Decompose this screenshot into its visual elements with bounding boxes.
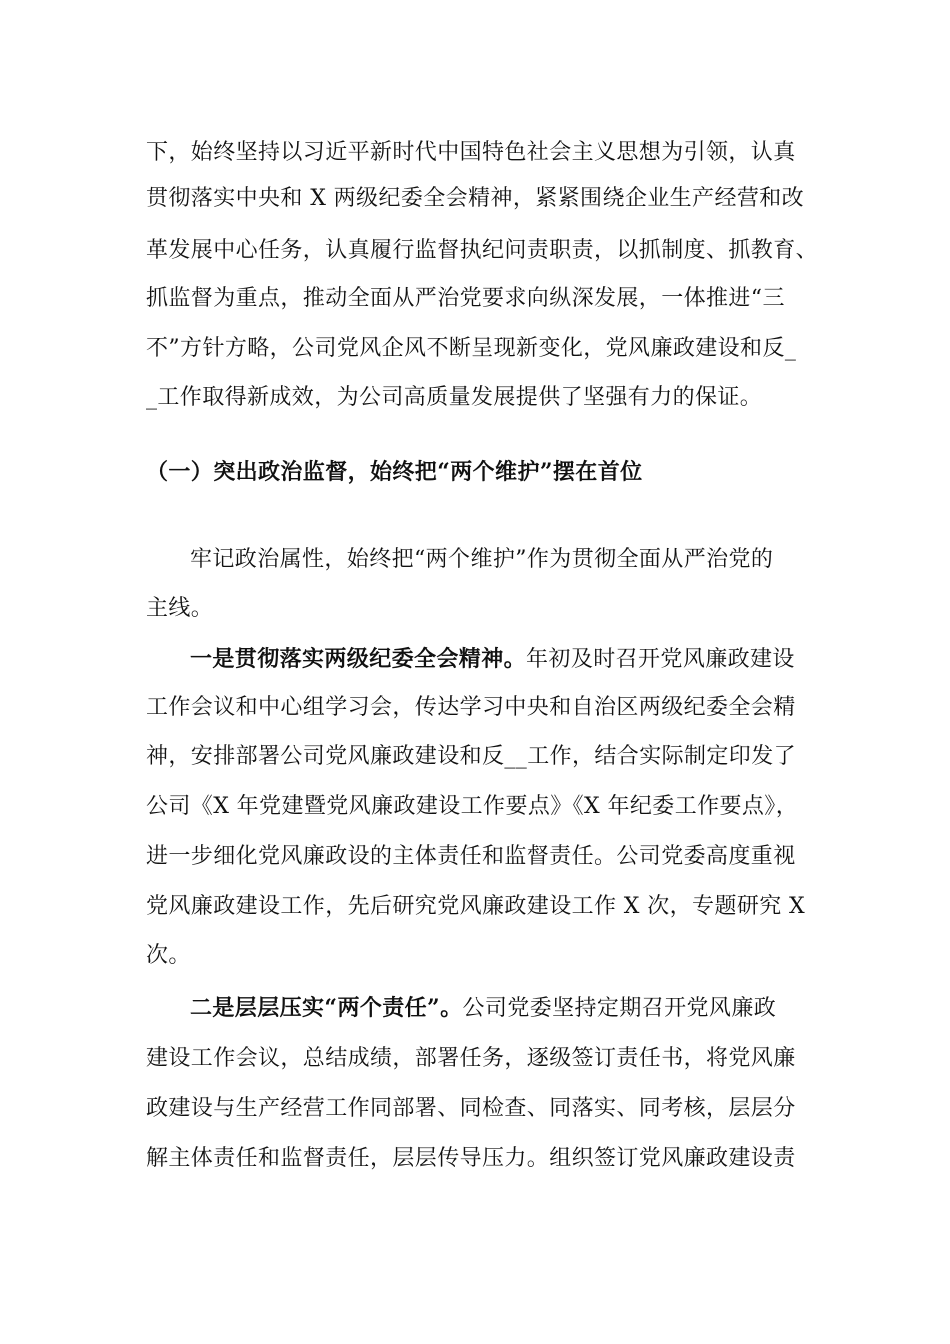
item-two-first-line	[190, 993, 776, 1023]
text-line: 进一步细化党风廉政设的主体责任和监督责任。公司党委高度重视	[146, 844, 796, 869]
text-line: 神，安排部署公司党风廉政建设和反__工作，结合实际制定印发了	[146, 744, 797, 769]
text-line: 革发展中心任务，认真履行监督执纪问责职责，以抓制度、抓教育、	[146, 238, 819, 263]
item-one-first-line-rest: 年初及时召开党风廉政建设	[526, 647, 795, 672]
item-one-title: 一是贯彻落实两级纪委全会精神。	[190, 646, 527, 672]
text-line: 次。	[146, 943, 191, 968]
text-line: 公司《X 年党建暨党风廉政建设工作要点》《X 年纪委工作要点》，	[146, 794, 799, 819]
text-line: 建设工作会议，总结成绩，部署任务，逐级签订责任书，将党风廉	[146, 1046, 796, 1071]
text-line: _工作取得新成效，为公司高质量发展提供了坚强有力的保证。	[146, 385, 763, 410]
text-line: 主线。	[146, 596, 214, 621]
section-heading: （一）突出政治监督，始终把“两个维护”摆在首位	[146, 459, 643, 485]
item-one-first-line	[190, 644, 795, 674]
text-line: 解主体责任和监督责任，层层传导压力。组织签订党风廉政建设责	[146, 1146, 796, 1171]
text-line: 党风廉政建设工作，先后研究党风廉政建设工作 X 次，专题研究 X	[146, 894, 806, 919]
text-line: 贯彻落实中央和 X 两级纪委全会精神，紧紧围绕企业生产经营和改	[146, 186, 805, 211]
item-two-first-line-rest: 公司党委坚持定期召开党风廉政	[462, 996, 777, 1021]
text-line: 抓监督为重点，推动全面从严治党要求向纵深发展，一体推进“三	[146, 286, 785, 311]
text-line: 工作会议和中心组学习会，传达学习中央和自治区两级纪委全会精	[146, 695, 796, 720]
text-line: 政建设与生产经营工作同部署、同检查、同落实、同考核，层层分	[146, 1096, 796, 1121]
item-two-title: 二是层层压实“两个责任”。	[190, 995, 463, 1021]
text-line: 不”方针方略，公司党风企风不断呈现新变化，党风廉政建设和反_	[146, 336, 797, 361]
text-line: 下，始终坚持以习近平新时代中国特色社会主义思想为引领，认真	[146, 140, 796, 165]
text-line: 牢记政治属性，始终把“两个维护”作为贯彻全面从严治党的	[190, 547, 774, 572]
